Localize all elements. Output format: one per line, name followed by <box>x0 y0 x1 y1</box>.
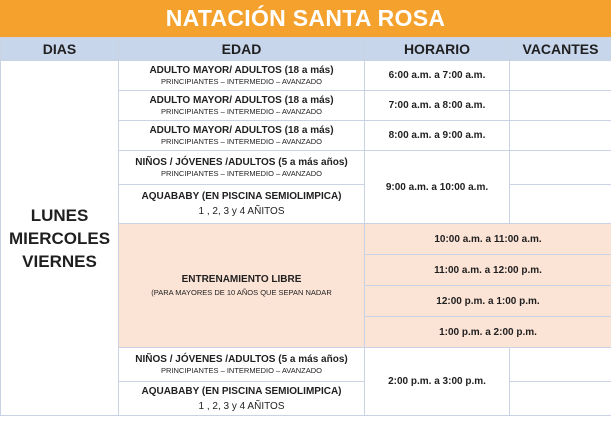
horario-cell: 7:00 a.m. a 8:00 a.m. <box>365 91 510 121</box>
entrenamiento-title: ENTRENAMIENTO LIBRE <box>181 274 302 285</box>
header-dias: DIAS <box>1 38 119 61</box>
dias-cell <box>1 61 119 416</box>
nivel-label: PRINCIPIANTES – INTERMEDIO – AVANZADO <box>160 366 322 375</box>
header-row <box>1 38 611 61</box>
nivel-label: PRINCIPIANTES – INTERMEDIO – AVANZADO <box>160 137 322 146</box>
nivel-label: PRINCIPIANTES – INTERMEDIO – AVANZADO <box>160 107 322 116</box>
schedule-table <box>0 37 611 416</box>
horario-cell: 12:00 p.m. a 1:00 p.m. <box>365 286 611 317</box>
edad-cell <box>119 91 365 121</box>
header-edad: EDAD <box>119 38 365 61</box>
page-title: NATACIÓN SANTA ROSA <box>0 0 611 37</box>
edad-label: ADULTO MAYOR/ ADULTOS (18 a más) <box>149 65 334 76</box>
vacantes-cell <box>510 121 611 151</box>
edad-label: ADULTO MAYOR/ ADULTOS (18 a más) <box>149 125 334 136</box>
edad-cell <box>119 121 365 151</box>
dia-label: MIERCOLES <box>8 228 111 248</box>
edad-label: AQUABABY (EN PISCINA SEMIOLIMPICA) <box>141 191 342 202</box>
dia-label: VIERNES <box>22 251 97 271</box>
edad-cell <box>119 151 365 185</box>
vacantes-cell <box>510 91 611 121</box>
vacantes-cell <box>510 348 611 382</box>
horario-cell: 8:00 a.m. a 9:00 a.m. <box>365 121 510 151</box>
nivel-label: 1 , 2, 3 y 4 AÑITOS <box>198 206 285 217</box>
horario-cell: 6:00 a.m. a 7:00 a.m. <box>365 61 510 91</box>
table-row <box>1 61 611 91</box>
horario-cell: 10:00 a.m. a 11:00 a.m. <box>365 224 611 255</box>
edad-label: NIÑOS / JÓVENES /ADULTOS (5 a más años) <box>135 354 348 365</box>
horario-cell: 1:00 p.m. a 2:00 p.m. <box>365 317 611 348</box>
edad-label: NIÑOS / JÓVENES /ADULTOS (5 a más años) <box>135 157 348 168</box>
vacantes-cell <box>510 185 611 224</box>
edad-label: AQUABABY (EN PISCINA SEMIOLIMPICA) <box>141 385 342 397</box>
entrenamiento-subtitle: (PARA MAYORES DE 10 AÑOS QUE SEPAN NADAR <box>151 288 332 297</box>
entrenamiento-cell <box>119 224 365 348</box>
header-vacantes: VACANTES <box>510 38 611 61</box>
vacantes-cell <box>510 151 611 185</box>
edad-label: ADULTO MAYOR/ ADULTOS (18 a más) <box>149 95 334 106</box>
nivel-label: PRINCIPIANTES – INTERMEDIO – AVANZADO <box>160 169 322 178</box>
edad-cell <box>119 185 365 224</box>
horario-cell: 11:00 a.m. a 12:00 p.m. <box>365 255 611 286</box>
dia-label: LUNES <box>30 205 89 225</box>
edad-cell <box>119 382 365 416</box>
header-horario: HORARIO <box>365 38 510 61</box>
horario-cell: 9:00 a.m. a 10:00 a.m. <box>365 151 510 224</box>
horario-cell: 2:00 p.m. a 3:00 p.m. <box>365 348 510 416</box>
vacantes-cell <box>510 382 611 416</box>
vacantes-cell <box>510 61 611 91</box>
edad-cell <box>119 61 365 91</box>
nivel-label: 1 , 2, 3 y 4 AÑITOS <box>198 400 285 412</box>
nivel-label: PRINCIPIANTES – INTERMEDIO – AVANZADO <box>160 77 322 86</box>
edad-cell <box>119 348 365 382</box>
